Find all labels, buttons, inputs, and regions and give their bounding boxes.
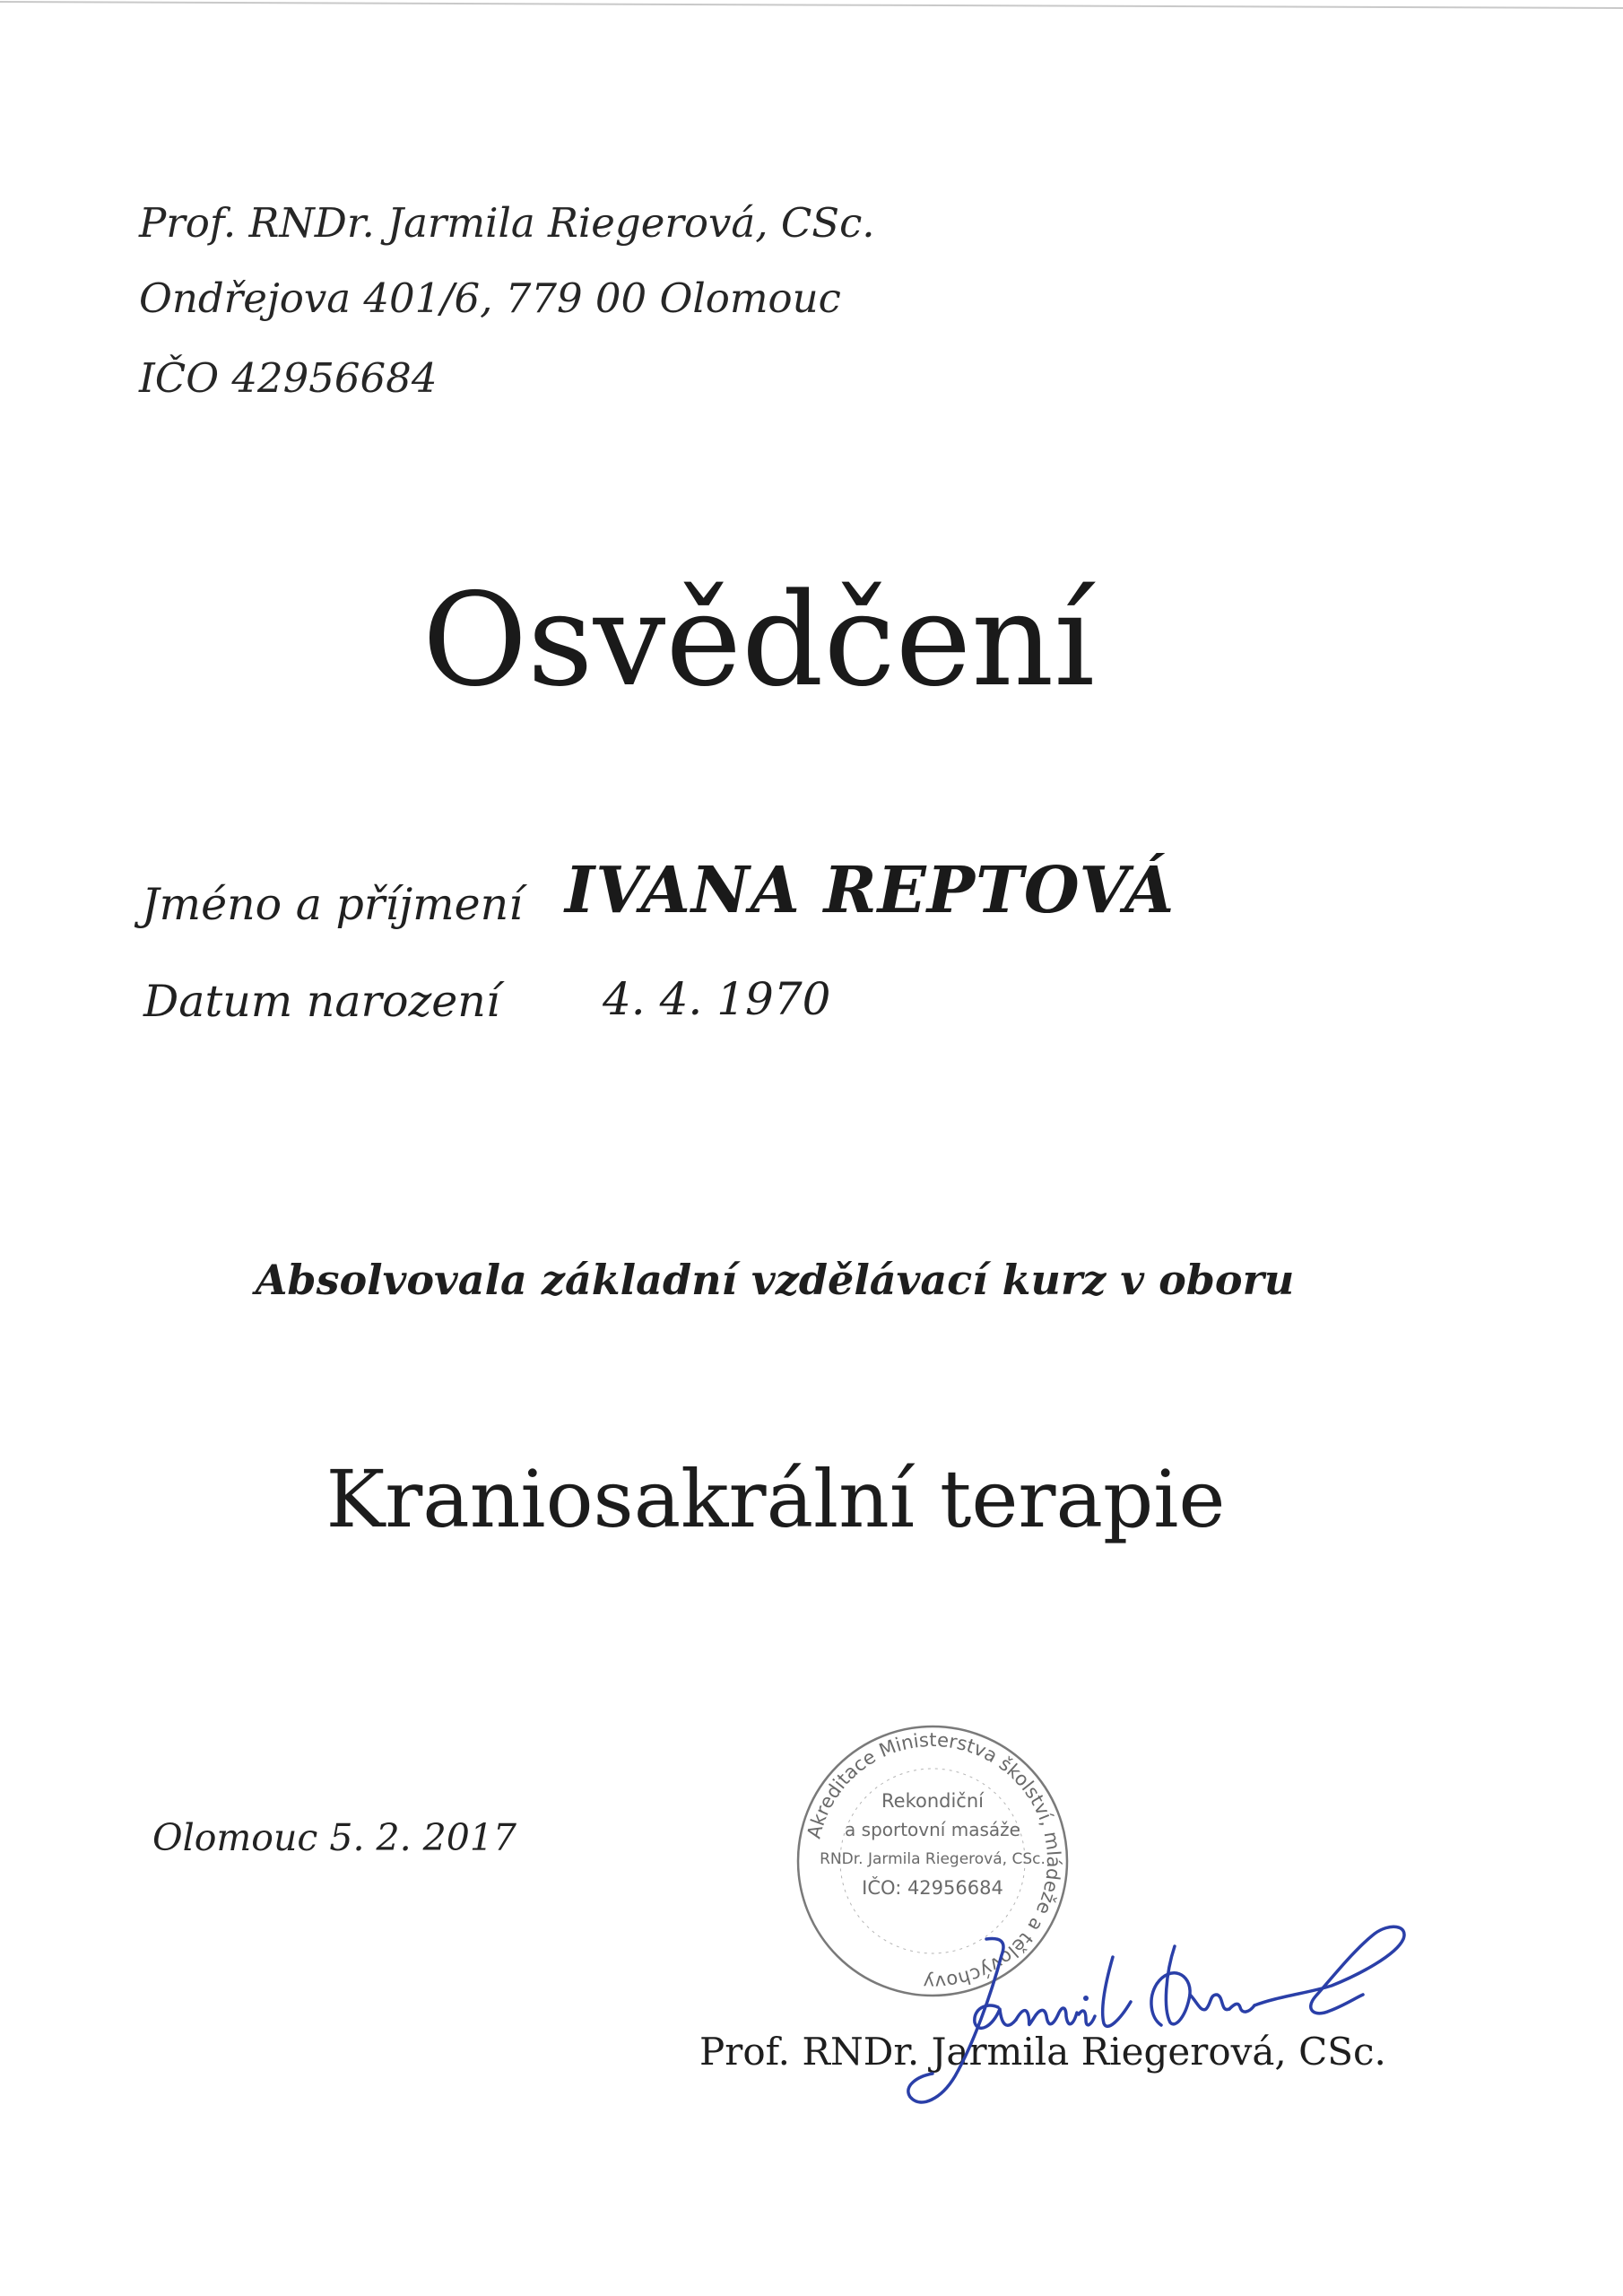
birth-date-value: 4. 4. 1970 [603, 973, 831, 1025]
place-and-date: Olomouc 5. 2. 2017 [152, 1816, 517, 1859]
handwritten-signature [901, 1919, 1421, 2117]
holder-name: IVANA REPTOVÁ [565, 852, 1176, 927]
completion-statement: Absolvovala základní vzdělávací kurz v oboru [255, 1256, 1295, 1304]
stamp-line-4: IČO: 42956684 [862, 1877, 1003, 1899]
issuer-ico: IČO 42956684 [139, 354, 438, 402]
birth-date-label: Datum narození [143, 976, 500, 1027]
stamp-line-1: Rekondiční [881, 1790, 984, 1812]
signer-name: Prof. RNDr. Jarmila Riegerová, CSc. [699, 2030, 1386, 2074]
stamp-line-2: a sportovní masáže [845, 1819, 1020, 1840]
course-name: Kraniosakrální terapie [325, 1453, 1226, 1545]
issuer-address: Ondřejova 401/6, 779 00 Olomouc [139, 274, 841, 322]
scan-edge-shadow [0, 0, 1623, 13]
name-label: Jméno a příjmení [142, 879, 523, 930]
certificate-title: Osvědčení [421, 565, 1096, 715]
stamp-ring-text: Akreditace Ministerstva školství, mládeže a tělovýchovy [803, 1728, 1065, 1994]
stamp-line-3: RNDr. Jarmila Riegerová, CSc. [820, 1850, 1046, 1868]
issuer-name: Prof. RNDr. Jarmila Riegerová, CSc. [139, 199, 875, 247]
